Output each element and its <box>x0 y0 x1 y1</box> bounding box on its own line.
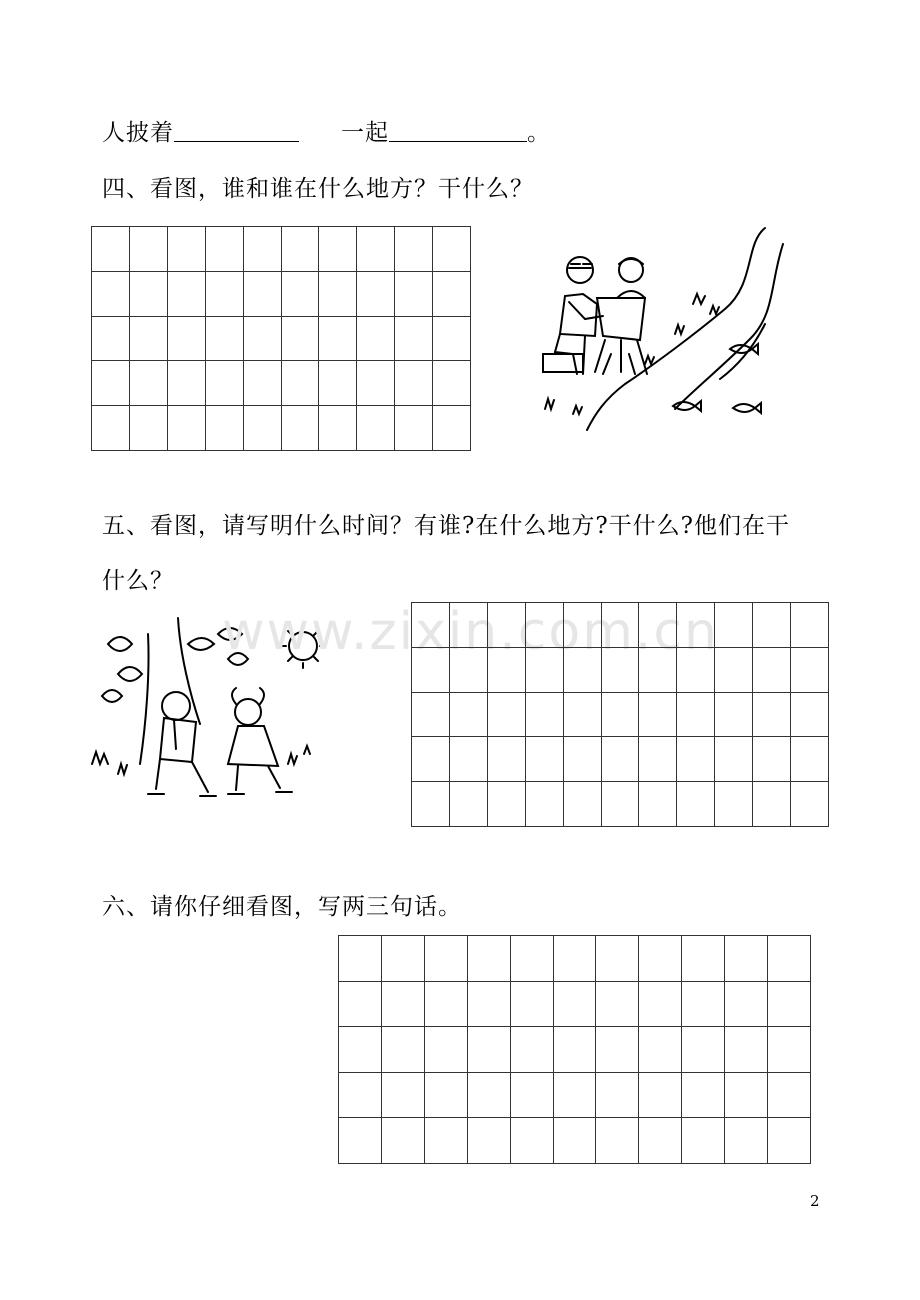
question-6-title: 六、请你仔细看图，写两三句话。 <box>102 894 462 920</box>
grid-cell[interactable] <box>526 693 564 738</box>
writing-grid-q5[interactable] <box>411 602 829 827</box>
grid-cell[interactable] <box>596 1118 639 1164</box>
grid-cell[interactable] <box>554 1118 597 1164</box>
grid-cell[interactable] <box>596 936 639 982</box>
grid-cell[interactable] <box>244 317 282 362</box>
grid-cell[interactable] <box>339 1073 382 1119</box>
grid-cell[interactable] <box>639 1027 682 1073</box>
grid-cell[interactable] <box>564 603 602 648</box>
grid-cell[interactable] <box>450 737 488 782</box>
question-5-title-line2: 什么？ <box>102 568 174 594</box>
grid-cell[interactable] <box>425 1118 468 1164</box>
grid-cell[interactable] <box>526 603 564 648</box>
grid-cell[interactable] <box>791 648 829 693</box>
grid-cell[interactable] <box>715 737 753 782</box>
grid-cell[interactable] <box>639 936 682 982</box>
grid-cell[interactable] <box>282 361 320 406</box>
grid-cell[interactable] <box>412 693 450 738</box>
grid-cell[interactable] <box>468 1027 511 1073</box>
grid-cell[interactable] <box>468 1073 511 1119</box>
grid-cell[interactable] <box>677 782 715 827</box>
grid-cell[interactable] <box>357 272 395 317</box>
grid-cell[interactable] <box>244 406 282 451</box>
grid-cell[interactable] <box>596 1073 639 1119</box>
grid-cell[interactable] <box>395 227 433 272</box>
grid-cell[interactable] <box>319 272 357 317</box>
grid-cell[interactable] <box>130 317 168 362</box>
writing-grid-q4[interactable] <box>91 226 471 451</box>
fill-suffix: 。 <box>527 120 551 146</box>
grid-cell[interactable] <box>639 1118 682 1164</box>
grid-cell[interactable] <box>168 317 206 362</box>
grid-cell[interactable] <box>602 693 640 738</box>
fill-prefix: 人披着 <box>102 120 174 146</box>
grid-cell[interactable] <box>206 406 244 451</box>
grid-cell[interactable] <box>554 936 597 982</box>
grid-cell[interactable] <box>554 1027 597 1073</box>
grid-cell[interactable] <box>753 603 791 648</box>
grid-cell[interactable] <box>639 648 677 693</box>
illustration-children-under-tree <box>88 614 328 819</box>
fill-middle: 一起 <box>341 120 389 146</box>
grid-cell[interactable] <box>564 648 602 693</box>
grid-cell[interactable] <box>682 1118 725 1164</box>
grid-cell[interactable] <box>206 227 244 272</box>
grid-cell[interactable] <box>639 1073 682 1119</box>
grid-cell[interactable] <box>382 1073 425 1119</box>
grid-cell[interactable] <box>602 737 640 782</box>
grid-cell[interactable] <box>526 782 564 827</box>
grid-cell[interactable] <box>468 982 511 1028</box>
grid-cell[interactable] <box>682 982 725 1028</box>
grid-cell[interactable] <box>425 1073 468 1119</box>
grid-cell[interactable] <box>92 361 130 406</box>
grid-cell[interactable] <box>488 648 526 693</box>
grid-cell[interactable] <box>425 1027 468 1073</box>
grid-cell[interactable] <box>433 361 471 406</box>
grid-cell[interactable] <box>639 693 677 738</box>
grid-cell[interactable] <box>339 1027 382 1073</box>
grid-cell[interactable] <box>677 603 715 648</box>
grid-cell[interactable] <box>682 1073 725 1119</box>
grid-cell[interactable] <box>92 272 130 317</box>
question-5-title-line1: 五、看图，请写明什么时间？有谁?在什么地方?干什么?他们在干 <box>102 513 790 539</box>
grid-cell[interactable] <box>319 406 357 451</box>
grid-cell[interactable] <box>412 603 450 648</box>
grid-cell[interactable] <box>425 936 468 982</box>
grid-cell[interactable] <box>639 982 682 1028</box>
grid-cell[interactable] <box>791 693 829 738</box>
grid-cell[interactable] <box>468 1118 511 1164</box>
grid-cell[interactable] <box>168 361 206 406</box>
grid-cell[interactable] <box>244 361 282 406</box>
grid-cell[interactable] <box>319 317 357 362</box>
grid-cell[interactable] <box>382 982 425 1028</box>
grid-cell[interactable] <box>282 406 320 451</box>
grid-cell[interactable] <box>357 406 395 451</box>
grid-cell[interactable] <box>753 737 791 782</box>
answer-blank-1[interactable] <box>174 119 299 142</box>
watermark: www.zixin.com.cn <box>222 602 719 662</box>
grid-cell[interactable] <box>339 936 382 982</box>
grid-cell[interactable] <box>412 648 450 693</box>
grid-cell[interactable] <box>488 782 526 827</box>
grid-cell[interactable] <box>768 1027 811 1073</box>
grid-cell[interactable] <box>339 1118 382 1164</box>
grid-cell[interactable] <box>450 648 488 693</box>
grid-cell[interactable] <box>753 782 791 827</box>
grid-cell[interactable] <box>130 361 168 406</box>
grid-cell[interactable] <box>677 648 715 693</box>
grid-cell[interactable] <box>450 603 488 648</box>
grid-cell[interactable] <box>450 693 488 738</box>
grid-cell[interactable] <box>92 227 130 272</box>
grid-cell[interactable] <box>639 782 677 827</box>
grid-cell[interactable] <box>596 1027 639 1073</box>
grid-cell[interactable] <box>282 272 320 317</box>
grid-cell[interactable] <box>282 227 320 272</box>
grid-cell[interactable] <box>564 782 602 827</box>
question-4-title: 四、看图，谁和谁在什么地方？干什么？ <box>102 176 534 202</box>
grid-cell[interactable] <box>602 603 640 648</box>
grid-cell[interactable] <box>382 936 425 982</box>
grid-cell[interactable] <box>682 1027 725 1073</box>
grid-cell[interactable] <box>554 982 597 1028</box>
grid-cell[interactable] <box>468 936 511 982</box>
grid-cell[interactable] <box>526 737 564 782</box>
page-number: 2 <box>810 1192 820 1210</box>
grid-cell[interactable] <box>715 648 753 693</box>
grid-cell[interactable] <box>602 648 640 693</box>
grid-cell[interactable] <box>511 1073 554 1119</box>
grid-cell[interactable] <box>357 227 395 272</box>
grid-cell[interactable] <box>564 693 602 738</box>
grid-cell[interactable] <box>511 982 554 1028</box>
grid-cell[interactable] <box>395 361 433 406</box>
grid-cell[interactable] <box>168 272 206 317</box>
grid-cell[interactable] <box>511 1118 554 1164</box>
grid-cell[interactable] <box>357 361 395 406</box>
grid-cell[interactable] <box>725 1073 768 1119</box>
grid-cell[interactable] <box>395 406 433 451</box>
grid-cell[interactable] <box>602 782 640 827</box>
grid-cell[interactable] <box>357 317 395 362</box>
grid-cell[interactable] <box>282 317 320 362</box>
grid-cell[interactable] <box>725 1118 768 1164</box>
grid-cell[interactable] <box>511 936 554 982</box>
grid-cell[interactable] <box>639 603 677 648</box>
grid-cell[interactable] <box>715 782 753 827</box>
grid-cell[interactable] <box>412 782 450 827</box>
grid-cell[interactable] <box>791 737 829 782</box>
grid-cell[interactable] <box>682 936 725 982</box>
grid-cell[interactable] <box>382 1118 425 1164</box>
grid-cell[interactable] <box>206 361 244 406</box>
grid-cell[interactable] <box>433 272 471 317</box>
grid-cell[interactable] <box>433 406 471 451</box>
grid-cell[interactable] <box>244 272 282 317</box>
grid-cell[interactable] <box>725 1027 768 1073</box>
grid-cell[interactable] <box>425 982 468 1028</box>
grid-cell[interactable] <box>677 693 715 738</box>
grid-cell[interactable] <box>168 227 206 272</box>
grid-cell[interactable] <box>382 1027 425 1073</box>
grid-cell[interactable] <box>768 1118 811 1164</box>
grid-cell[interactable] <box>554 1073 597 1119</box>
grid-cell[interactable] <box>450 782 488 827</box>
grid-cell[interactable] <box>639 737 677 782</box>
answer-blank-2[interactable] <box>389 119 527 142</box>
grid-cell[interactable] <box>433 227 471 272</box>
grid-cell[interactable] <box>206 272 244 317</box>
grid-cell[interactable] <box>715 603 753 648</box>
grid-cell[interactable] <box>596 982 639 1028</box>
grid-cell[interactable] <box>395 317 433 362</box>
grid-cell[interactable] <box>130 406 168 451</box>
grid-cell[interactable] <box>92 317 130 362</box>
grid-cell[interactable] <box>206 317 244 362</box>
grid-cell[interactable] <box>130 227 168 272</box>
grid-cell[interactable] <box>725 982 768 1028</box>
grid-cell[interactable] <box>677 737 715 782</box>
grid-cell[interactable] <box>768 982 811 1028</box>
writing-grid-q6[interactable] <box>338 935 811 1164</box>
grid-cell[interactable] <box>319 227 357 272</box>
grid-cell[interactable] <box>768 936 811 982</box>
grid-cell[interactable] <box>339 982 382 1028</box>
grid-cell[interactable] <box>433 317 471 362</box>
grid-cell[interactable] <box>412 737 450 782</box>
grid-cell[interactable] <box>488 693 526 738</box>
grid-cell[interactable] <box>244 227 282 272</box>
grid-cell[interactable] <box>768 1073 811 1119</box>
grid-cell[interactable] <box>130 272 168 317</box>
illustration-painting-by-river <box>525 224 797 434</box>
grid-cell[interactable] <box>92 406 130 451</box>
fill-in-line <box>102 114 551 147</box>
grid-cell[interactable] <box>168 406 206 451</box>
grid-cell[interactable] <box>791 782 829 827</box>
grid-cell[interactable] <box>488 737 526 782</box>
grid-cell[interactable] <box>715 693 753 738</box>
grid-cell[interactable] <box>753 648 791 693</box>
grid-cell[interactable] <box>319 361 357 406</box>
grid-cell[interactable] <box>488 603 526 648</box>
grid-cell[interactable] <box>395 272 433 317</box>
grid-cell[interactable] <box>511 1027 554 1073</box>
grid-cell[interactable] <box>725 936 768 982</box>
grid-cell[interactable] <box>526 648 564 693</box>
grid-cell[interactable] <box>791 603 829 648</box>
grid-cell[interactable] <box>753 693 791 738</box>
grid-cell[interactable] <box>564 737 602 782</box>
